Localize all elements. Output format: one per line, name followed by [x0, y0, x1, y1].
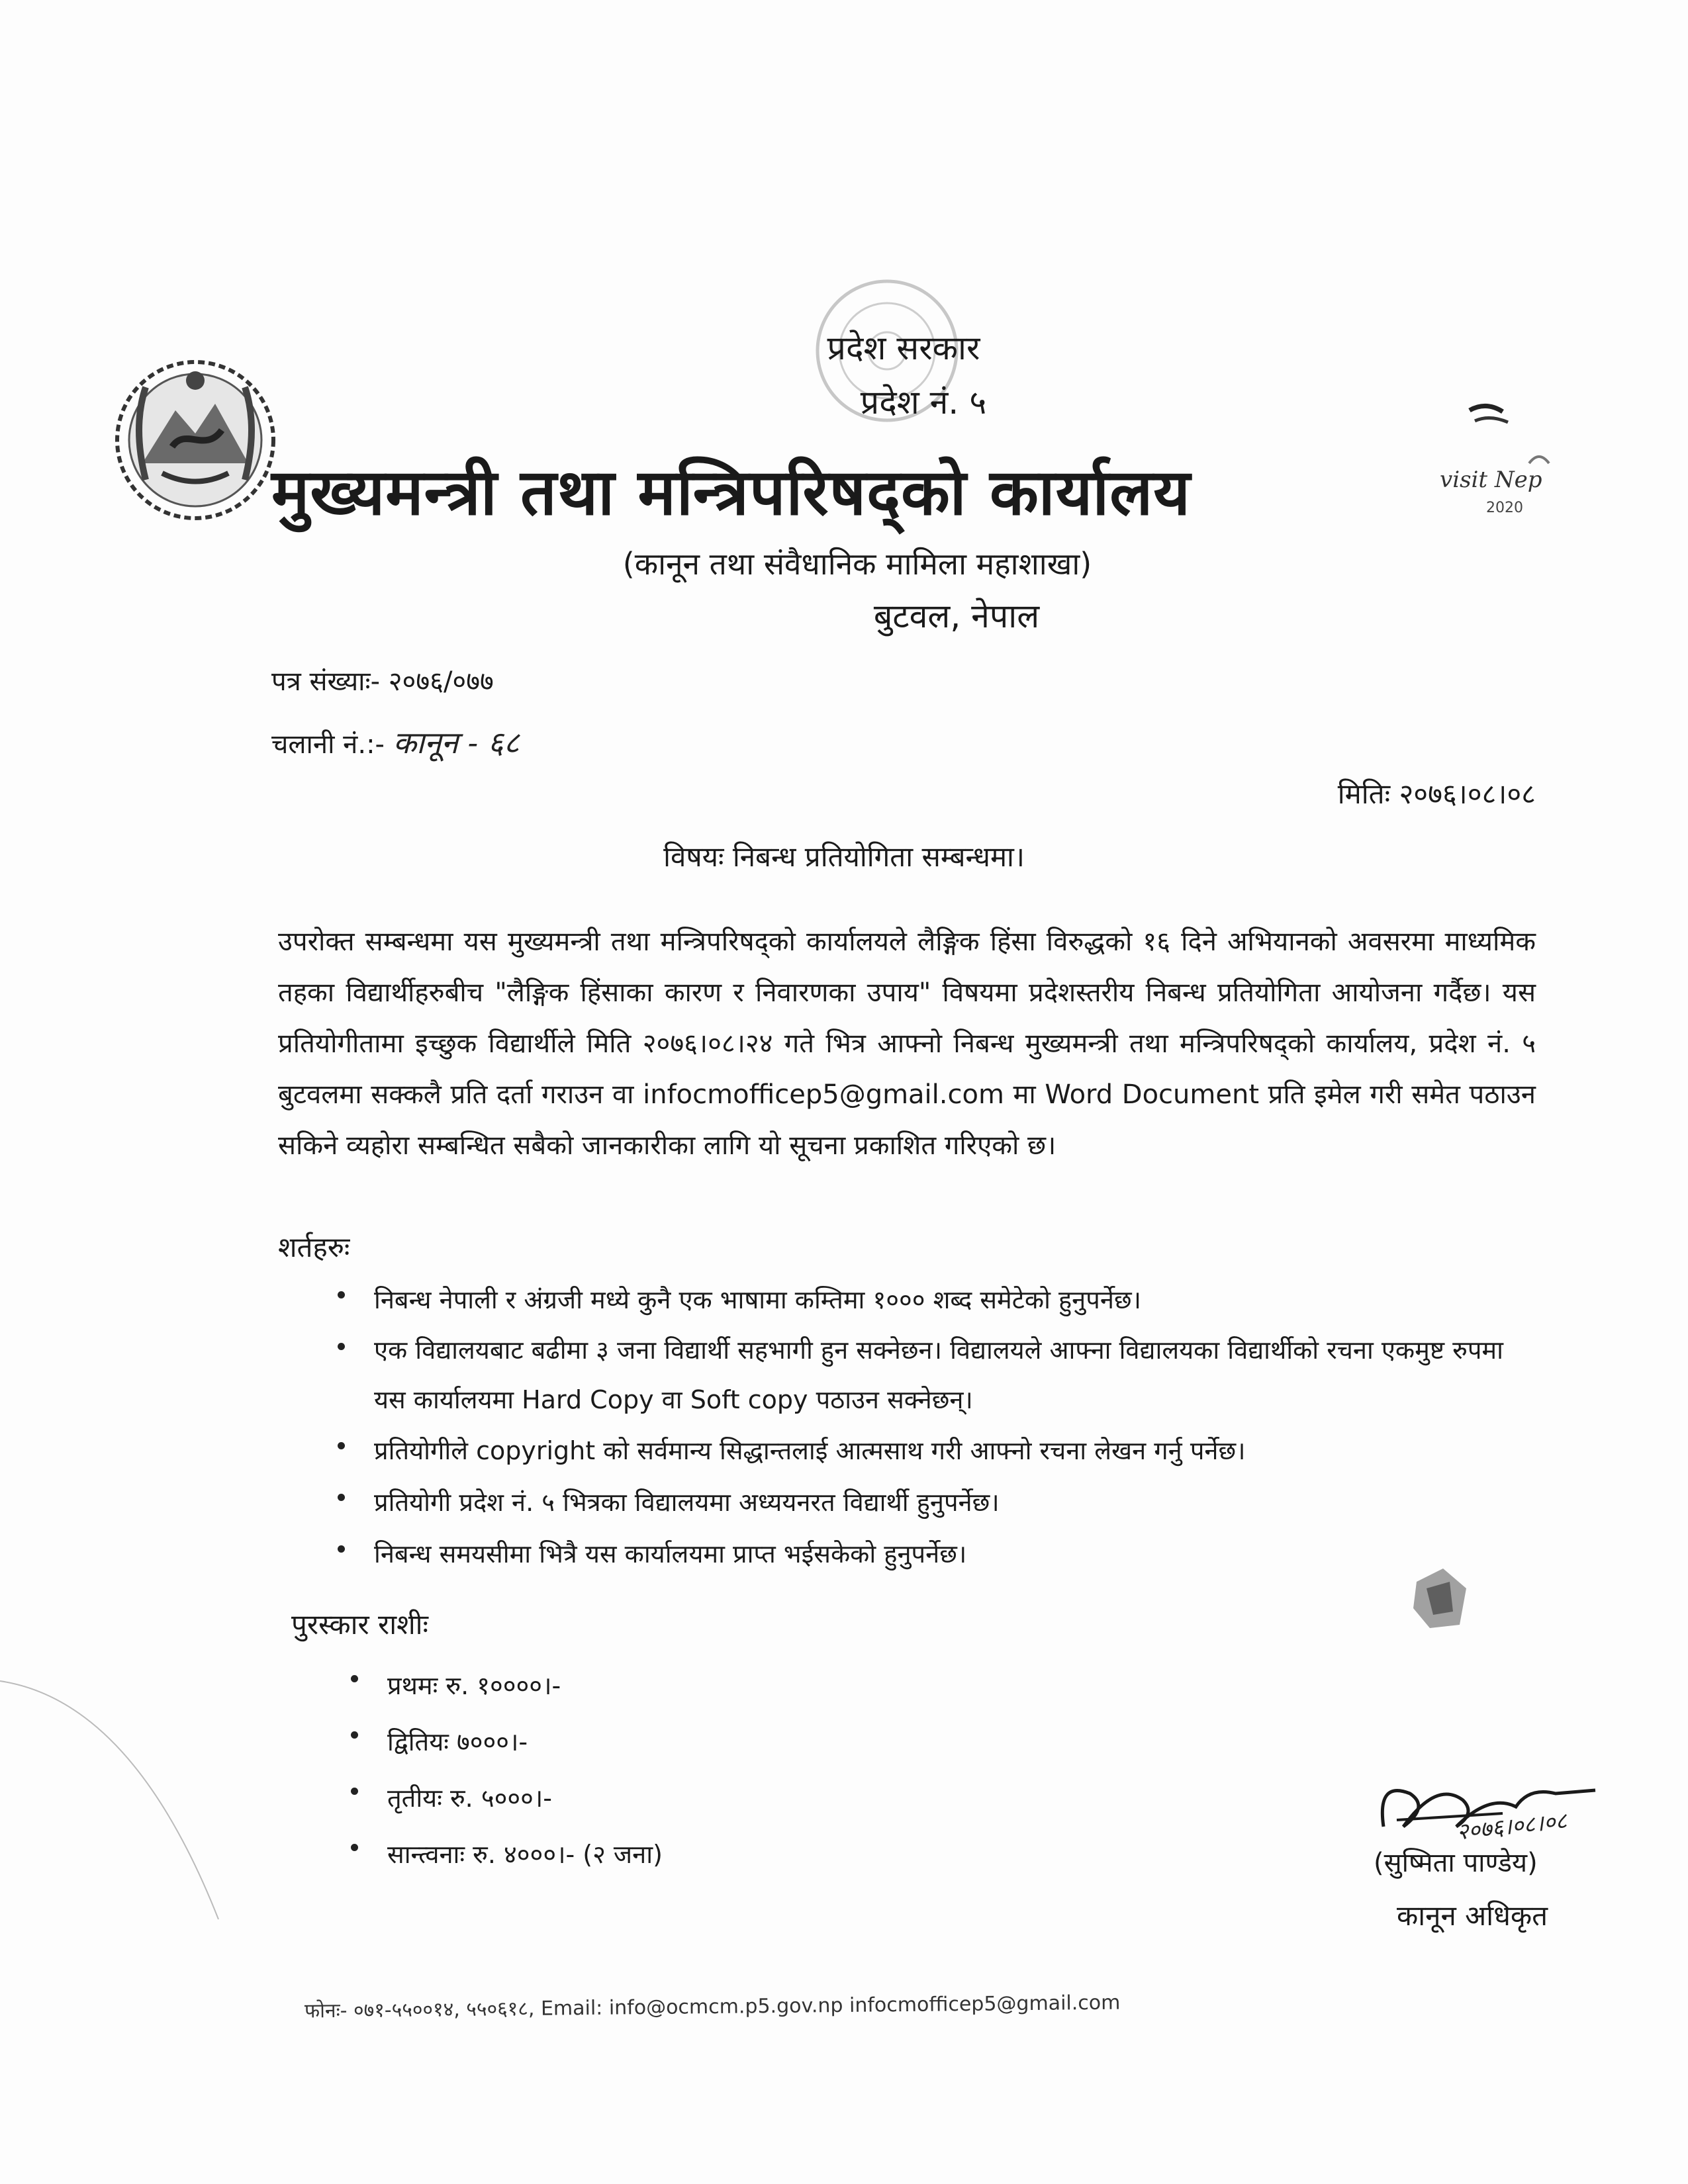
prizes-heading: पुरस्कार राशीः [291, 1608, 429, 1641]
letter-number-label: पत्र संख्याः- [271, 666, 381, 697]
letterhead-government: प्रदेश सरकार [827, 329, 980, 367]
list-item: प्रतियोगीले copyright को सर्वमान्य सिद्धान्तलाई आत्मसाथ गरी आफ्नो रचना लेखन गर्नु पर्नेछ। [338, 1425, 1529, 1477]
page-edge-curve [0, 1674, 225, 1926]
visit-nepal-logo-text: visit Nep [1440, 467, 1542, 493]
letterhead-division: (कानून तथा संवैधानिक मामिला महाशाखा) [622, 546, 1092, 582]
signatory-title: कानून अधिकृत [1397, 1899, 1548, 1932]
letter-number [271, 662, 494, 698]
letterhead-city: बुटवल, नेपाल [873, 597, 1040, 635]
list-item: प्रतियोगी प्रदेश नं. ५ भित्रका विद्यालयमा अध्ययनरत विद्यार्थी हुनुपर्नेछ। [338, 1477, 1529, 1528]
letterhead-province: प्रदेश नं. ५ [860, 383, 987, 422]
list-item: प्रथमः रु. १००००।- [351, 1658, 663, 1714]
visit-nepal-logo-year: 2020 [1486, 500, 1523, 516]
dispatch-number [271, 721, 520, 762]
list-item: द्वितियः ७०००।- [351, 1714, 663, 1770]
signature-date: २०७६।०८।०८ [1455, 1807, 1569, 1846]
body-paragraph: उपरोक्त सम्बन्धमा यस मुख्यमन्त्री तथा मन्त्रिपरिषद्को कार्यालयले लैङ्गिक हिंसा विरुद्धको १६ दिने अभियानको अवसरमा माध्यमिक तहका विद्यार्थीहरुबीच "लैङ्गिक हिंसाका कारण र निवारणका उपाय" विषयमा प्रदेशस्तरीय निबन्ध प्रतियोगिता आयोजना गर्दैछ। यस प्रतियोगीतामा इच्छुक विद्यार्थीले मिति २०७६।०८।२४ गते भित्र आफ्नो निबन्ध मुख्यमन्त्री तथा मन्त्रिपरिषद्को कार्यालय, प्रदेश नं. ५ बुटवलमा सक्कलै प्रति दर्ता गराउन वा infocmofficep5@gmail.com मा Word Document प्रति इमेल गरी समेत पठाउन सकिने व्यहोरा सम्बन्धित सबैको जानकारीका लागि यो सूचना प्रकाशित गरिएको छ। [278, 927, 1536, 1161]
terms-heading: शर्तहरुः [278, 1231, 350, 1263]
prizes-list [351, 1658, 663, 1883]
dispatch-number-label: चलानी नं.:- [271, 729, 385, 760]
letter-date: मितिः २०७६।०८।०८ [1337, 778, 1536, 810]
letterhead-office-name: मुख्यमन्त्री तथा मन्त्रिपरिषद्को कार्यालय [271, 455, 1191, 529]
ink-smudge [1403, 1562, 1476, 1635]
list-item: निबन्ध नेपाली र अंग्रजी मध्ये कुनै एक भाषामा कम्तिमा १००० शब्द समेटेको हुनुपर्नेछ। [338, 1274, 1529, 1326]
list-item: तृतीयः रु. ५०००।- [351, 1770, 663, 1827]
list-item: एक विद्यालयबाट बढीमा ३ जना विद्यार्थी सहभागी हुन सक्नेछन। विद्यालयले आफ्ना विद्यालयका विद्यार्थीको रचना एकमुष्ट रुपमा यस कार्यालयमा Hard Copy वा Soft copy पठाउन सक्नेछन्। [338, 1326, 1529, 1425]
terms-list [338, 1274, 1529, 1580]
letter-subject: विषयः निबन्ध प्रतियोगिता सम्बन्धमा। [663, 841, 1025, 873]
letter-number-value: २०७६/०७७ [388, 666, 494, 697]
list-item: निबन्ध समयसीमा भित्रै यस कार्यालयमा प्राप्त भईसकेको हुनुपर्नेछ। [338, 1528, 1529, 1580]
dispatch-number-value: कानून - ६८ [393, 725, 520, 760]
footer-contact: फोनः- ०७१-५५००१४, ५५०६१८, Email: info@ocmcm.p5.gov.np infocmofficep5@gmail.com [304, 1991, 1121, 2023]
national-emblem-icon [106, 347, 285, 526]
signatory-name: (सुष्मिता पाण्डेय) [1374, 1848, 1538, 1878]
list-item: सान्त्वनाः रु. ४०००।- (२ जना) [351, 1827, 663, 1883]
